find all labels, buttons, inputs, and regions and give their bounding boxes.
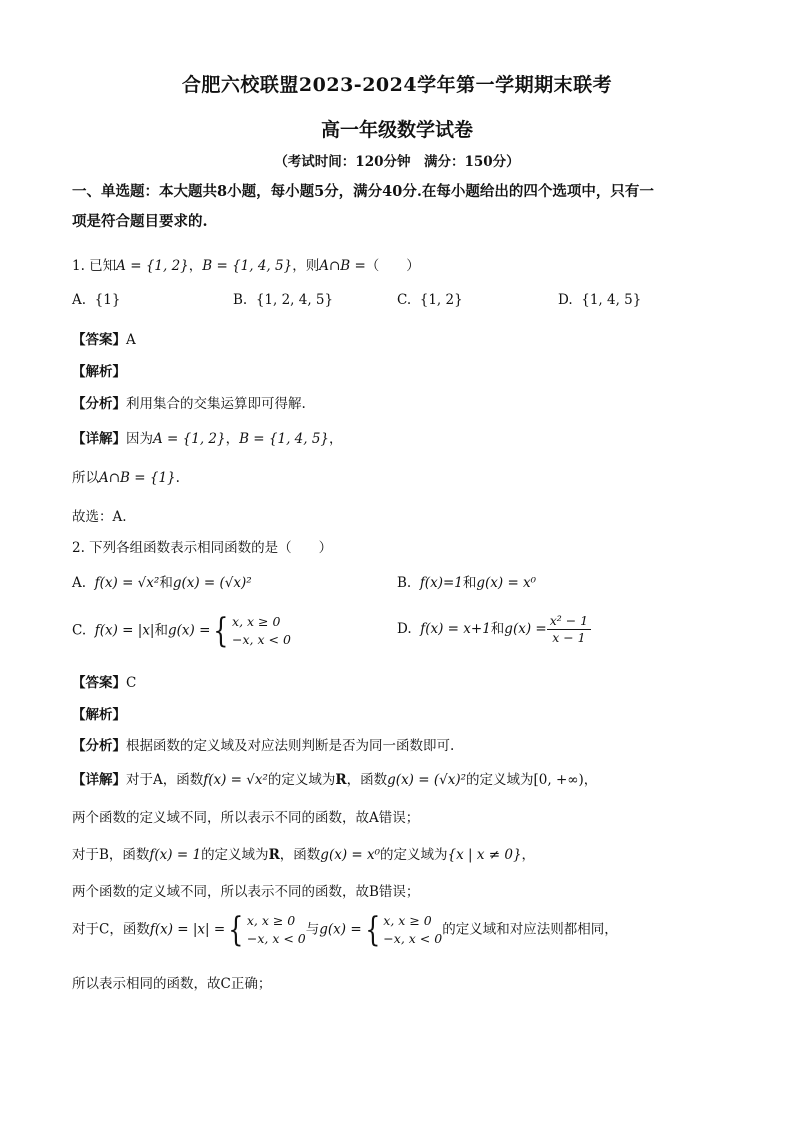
q2-dA-g: g(x) = (√x)² [387, 772, 467, 788]
brace-icon: { [364, 910, 381, 950]
q1-detail-sep: ， [225, 431, 240, 447]
q2-option-c-cases [232, 613, 291, 649]
q2-fenxi-tag: 【分析】 [72, 738, 126, 754]
q1-option-b-value: {1, 2, 4, 5} [255, 292, 334, 308]
q2-answer-tag: 【答案】 [72, 675, 126, 691]
q2-analysis-tag: 【解析】 [72, 707, 126, 723]
q2-dA-f: f(x) = √x² [203, 772, 268, 788]
q1-option-b-label: B. [233, 292, 248, 308]
q2-dC1: 对于C，函数 [72, 921, 150, 938]
q2-dC2: 与 [305, 921, 320, 938]
q1-option-d [558, 292, 641, 308]
q1-option-c-label: C. [397, 292, 412, 308]
q1-set-b: B = {1, 4, 5} [202, 258, 293, 274]
q1-detail-tag: 【详解】 [72, 431, 126, 447]
q2-detail-c [72, 912, 732, 948]
q2-dB-f: f(x) = 1 [149, 847, 202, 863]
fraction-numerator: x² − 1 [547, 613, 591, 630]
q1-expr: A∩B = [319, 258, 366, 274]
q2-dC-g-cases [383, 912, 442, 948]
q2-detail-a [72, 768, 732, 788]
q2-detail-a-line2: 两个函数的定义域不同，所以表示不同的函数，故A错误； [72, 810, 420, 826]
q2-dA1: 对于A，函数 [126, 772, 204, 788]
q1-option-a-label: A. [72, 292, 87, 308]
case-2: −x, x < 0 [232, 632, 291, 647]
brace-icon: { [228, 910, 244, 950]
q2-option-a-g: g(x) = (√x)² [172, 575, 252, 591]
q1-answer-tag: 【答案】 [72, 332, 126, 348]
q1-set-a: A = {1, 2} [116, 258, 189, 274]
q2-dB2: 的定义域为 [201, 847, 269, 863]
section-heading [72, 177, 732, 237]
q1-option-b [233, 292, 333, 308]
q1-choose: 故选：A. [72, 509, 127, 525]
q2-answer [72, 671, 732, 691]
q1-answer [72, 328, 732, 348]
exam-subtitle: 高一年级数学试卷 [320, 119, 473, 141]
q2-dA4: 的定义域为 [466, 772, 534, 788]
case-1: x, x ≥ 0 [232, 614, 281, 629]
q2-option-b-g: g(x) = x⁰ [476, 575, 537, 591]
q2-option-a-and: 和 [159, 575, 173, 591]
case-1: x, x ≥ 0 [383, 913, 432, 928]
q1-mid: ，则 [292, 258, 320, 274]
q2-option-d-g: g(x) = [504, 621, 547, 637]
q2-dB5: ， [521, 847, 536, 863]
q2-option-a-label: A. [72, 575, 87, 591]
q1-analysis-tag: 【解析】 [72, 364, 126, 380]
q2-dB-dom: {x | x ≠ 0} [447, 847, 522, 863]
q2-fenxi [72, 734, 732, 754]
q2-stem: 2. 下列各组函数表示相同函数的是（ ） [72, 540, 333, 556]
q2-dB3: ，函数 [279, 847, 321, 863]
q1-stem [72, 254, 732, 274]
q2-analysis [72, 703, 732, 723]
q1-detail [72, 427, 732, 447]
q2-detail-tag: 【详解】 [72, 772, 126, 788]
q2-dC-f-cases [247, 912, 306, 948]
q1-option-c [397, 292, 463, 308]
q2-option-b-f: f(x)=1 [419, 575, 463, 591]
case-1: x, x ≥ 0 [246, 913, 296, 928]
q1-fenxi-tag: 【分析】 [72, 396, 126, 412]
q2-option-b [397, 571, 536, 591]
q2-option-d-f: f(x) = x+1 [420, 621, 491, 637]
q1-detail-prefix: 因为 [126, 431, 153, 447]
q2-detail-b [72, 843, 732, 863]
q2-detail-c-line2: 所以表示相同的函数，故C正确； [72, 976, 272, 992]
q1-prefix: 1. 已知 [72, 258, 117, 274]
q2-option-d [397, 613, 591, 646]
q1-fenxi-text: 利用集合的交集运算即可得解. [126, 396, 306, 412]
q2-option-d-and: 和 [490, 621, 505, 637]
section-heading-line2: 项是符合题目要求的. [72, 213, 208, 230]
q1-analysis [72, 360, 732, 380]
q2-option-c-f: f(x) = |x| [94, 622, 155, 639]
q2-option-c [72, 613, 291, 649]
q2-option-d-fraction [547, 613, 591, 646]
q2-option-d-label: D. [397, 621, 412, 637]
q1-detail-end: ， [329, 431, 343, 447]
q2-detail-b-line2: 两个函数的定义域不同，所以表示不同的函数，故B错误； [72, 884, 420, 900]
fraction-denominator: x − 1 [552, 630, 586, 645]
section-heading-line1: 一、单选题：本大题共8小题，每小题5分，满分40分.在每小题给出的四个选项中，只有一 [72, 183, 654, 200]
case-2: −x, x < 0 [383, 931, 443, 946]
q2-dC-g: g(x) = [319, 921, 362, 938]
q2-dC3: 的定义域和对应法则都相同， [442, 921, 618, 938]
q2-dB1: 对于B，函数 [72, 847, 150, 863]
q2-option-c-and: 和 [154, 622, 168, 639]
q2-option-a-f: f(x) = √x² [94, 575, 160, 591]
q2-fenxi-text: 根据函数的定义域及对应法则判断是否为同一函数即可. [126, 738, 455, 754]
q2-dA-dom: [0, +∞) [533, 772, 584, 788]
q1-option-d-label: D. [558, 292, 573, 308]
q2-dC-f: f(x) = |x| = [149, 921, 226, 938]
q1-option-a-value: {1} [94, 292, 121, 308]
exam-title: 合肥六校联盟2023-2024学年第一学期期末联考 [181, 74, 613, 96]
exam-info: （考试时间：120分钟 满分：150分） [274, 154, 520, 170]
q2-option-a [72, 571, 252, 591]
q1-so-end: . [175, 470, 180, 486]
brace-icon: { [213, 611, 229, 651]
q1-answer-value: A [126, 332, 136, 348]
q1-option-d-value: {1, 4, 5} [581, 292, 642, 308]
q2-answer-value: C [126, 675, 137, 691]
q1-paren: （ ） [365, 258, 420, 274]
q2-dB-R: R [268, 847, 280, 863]
q2-dA2: 的定义域为 [267, 772, 336, 788]
q2-option-b-label: B. [397, 575, 412, 591]
q2-dB4: 的定义域为 [380, 847, 448, 863]
q1-conclusion [72, 466, 732, 486]
q1-detail-b: B = {1, 4, 5} [239, 431, 330, 447]
q2-dA3: ，函数 [346, 772, 388, 788]
q1-option-a [72, 292, 120, 308]
q2-option-c-label: C. [72, 622, 87, 639]
q1-so-prefix: 所以 [72, 470, 99, 486]
q2-dA-R: R [335, 772, 347, 788]
q1-detail-a: A = {1, 2} [153, 431, 226, 447]
case-2: −x, x < 0 [246, 931, 306, 946]
q2-option-b-and: 和 [462, 575, 477, 591]
q2-option-c-g: g(x) = [167, 622, 211, 639]
q2-dA5: ， [583, 772, 598, 788]
q1-fenxi [72, 392, 732, 412]
q1-so-expr: A∩B = {1} [99, 470, 176, 486]
q1-option-c-value: {1, 2} [419, 292, 463, 308]
q1-comma: ， [188, 258, 203, 274]
q2-dB-g: g(x) = x⁰ [320, 847, 381, 863]
